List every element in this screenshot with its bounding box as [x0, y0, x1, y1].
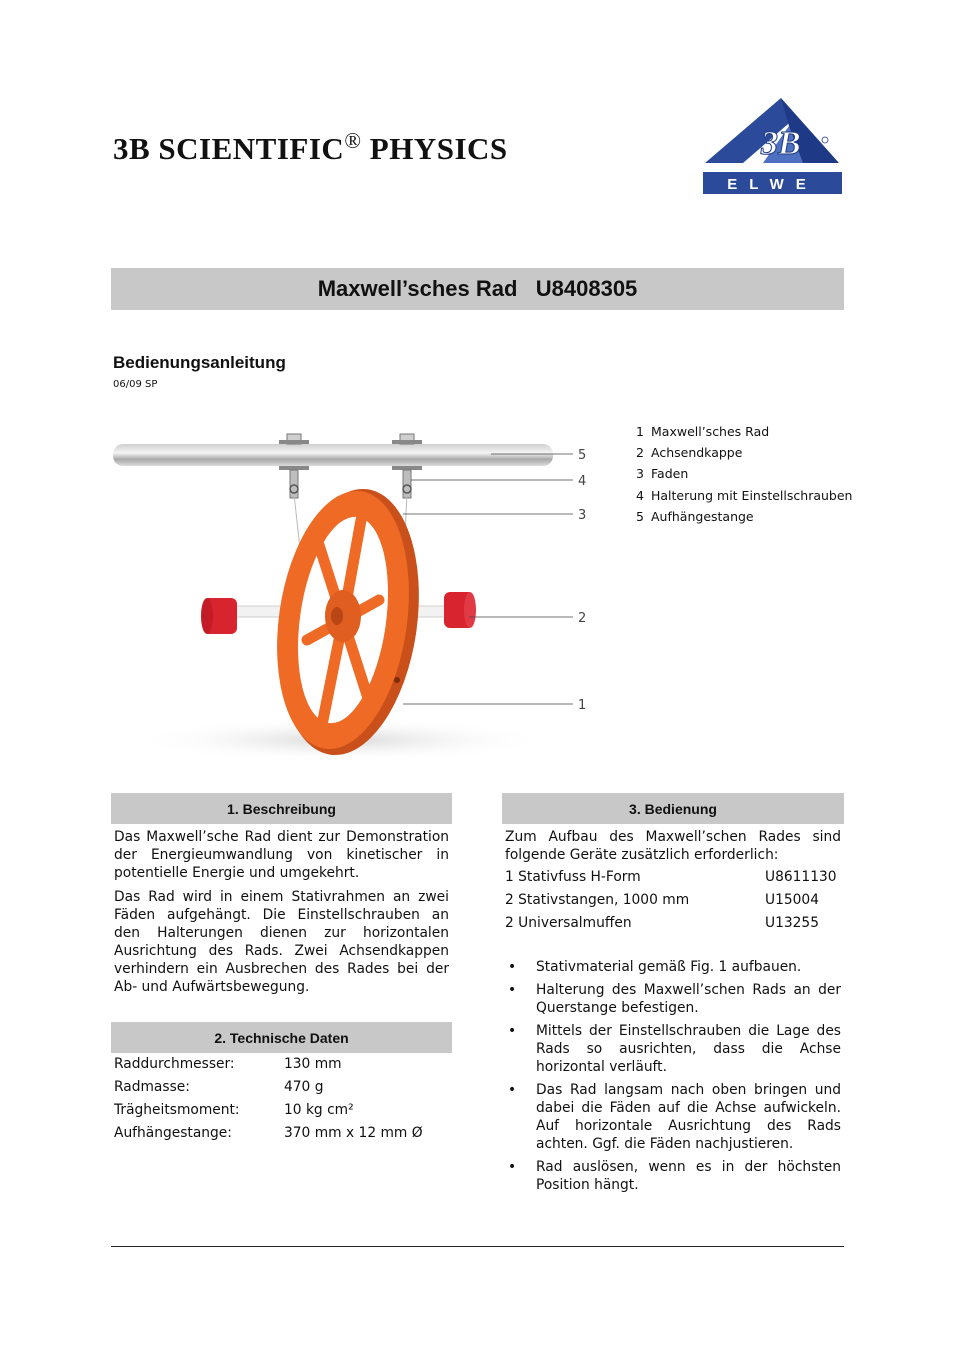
maxwell-wheel	[262, 480, 435, 760]
document-subtitle: Bedienungsanleitung	[113, 353, 286, 372]
section-body-beschreibung	[111, 828, 452, 1002]
list-item: • Stativmaterial gemäß Fig. 1 aufbauen.	[505, 958, 841, 976]
legend-item: 2 Achsendkappe	[636, 445, 743, 461]
table-row: Raddurchmesser: 130 mm	[114, 1056, 342, 1072]
registered-mark: ®	[344, 128, 362, 153]
end-cap-right	[444, 592, 476, 628]
table-row: 2 Universalmuffen U13255	[505, 915, 819, 931]
logo-band-text: ELWE	[727, 176, 818, 193]
logo-3b-text: 3B	[761, 125, 801, 162]
legend-item: 4 Halterung mit Einstellschrauben	[636, 487, 853, 503]
callout-3: 3	[578, 508, 587, 523]
tech-data-table	[111, 1053, 452, 1145]
holder-left	[279, 434, 309, 498]
suspension-rod	[113, 444, 553, 466]
paragraph: Das Rad wird in einem Stativrahmen an zwei Fäden aufgehängt. Die Einstellschrauben an den Halterungen dienen zur horizontalen Ausrichtung des Rads. Zwei Achsendkappen verhindern ein Ausbrechen des Rades bei der Ab- und Aufwärtsbewegung.	[114, 889, 449, 995]
legend-item: 3 Faden	[636, 466, 689, 482]
product-name: Maxwell’sches Rad	[317, 276, 518, 301]
brand-title	[113, 128, 508, 167]
paragraph: Zum Aufbau des Maxwell’schen Rades sind folgende Geräte zusätzlich erforderlich:	[505, 829, 841, 863]
table-row: Radmasse: 470 g	[114, 1079, 324, 1095]
end-cap-left	[201, 598, 237, 634]
apparatus-figure	[111, 410, 601, 760]
list-item: • Das Rad langsam nach oben bringen und dabei die Fäden auf die Achse aufwickeln. Auf horizontale Ausrichtung des Rads achten. Ggf. die Fäden nachjustieren.	[505, 1081, 841, 1153]
table-row: 1 Stativfuss H-Form U8611130	[505, 869, 837, 885]
legend-item: 1 Maxwell’sches Rad	[636, 424, 770, 439]
holder-right	[392, 434, 422, 498]
parts-table	[502, 866, 844, 935]
table-row: 2 Stativstangen, 1000 mm U15004	[505, 892, 819, 908]
product-code: U8408305	[535, 276, 638, 301]
callout-1: 1	[578, 698, 587, 713]
figure-legend	[636, 421, 852, 527]
paragraph: Das Maxwell’sche Rad dient zur Demonstration der Energieumwandlung von kinetischer in potentielle Energie und umgekehrt.	[114, 829, 449, 881]
title-bar	[111, 268, 844, 310]
section-heading-technische-daten: 2. Technische Daten	[111, 1022, 452, 1053]
steps-list	[502, 958, 844, 1199]
footer-divider	[111, 1246, 844, 1247]
brand-tail: PHYSICS	[361, 131, 508, 166]
callout-5: 5	[578, 448, 587, 463]
section-heading-beschreibung: 1. Beschreibung	[111, 793, 452, 824]
document-date: 06/09 SP	[113, 379, 158, 390]
list-item: • Rad auslösen, wenn es in der höchsten Position hängt.	[505, 1158, 841, 1194]
list-item: • Halterung des Maxwell’schen Rads an der Querstange befestigen.	[505, 981, 841, 1017]
section-body-bedienung	[502, 828, 844, 868]
callout-2: 2	[578, 611, 587, 626]
legend-item: 5 Aufhängestange	[636, 508, 754, 524]
3b-elwe-logo	[703, 96, 842, 194]
section-heading-bedienung: 3. Bedienung	[502, 793, 844, 824]
table-row: Trägheitsmoment: 10 kg cm²	[114, 1102, 354, 1118]
table-row: Aufhängestange: 370 mm x 12 mm Ø	[114, 1125, 423, 1141]
brand-main: 3B SCIENTIFIC	[113, 131, 345, 166]
callout-4: 4	[578, 474, 587, 489]
list-item: • Mittels der Einstellschrauben die Lage des Rads so ausrichten, dass die Achse horizontal verläuft.	[505, 1022, 841, 1076]
